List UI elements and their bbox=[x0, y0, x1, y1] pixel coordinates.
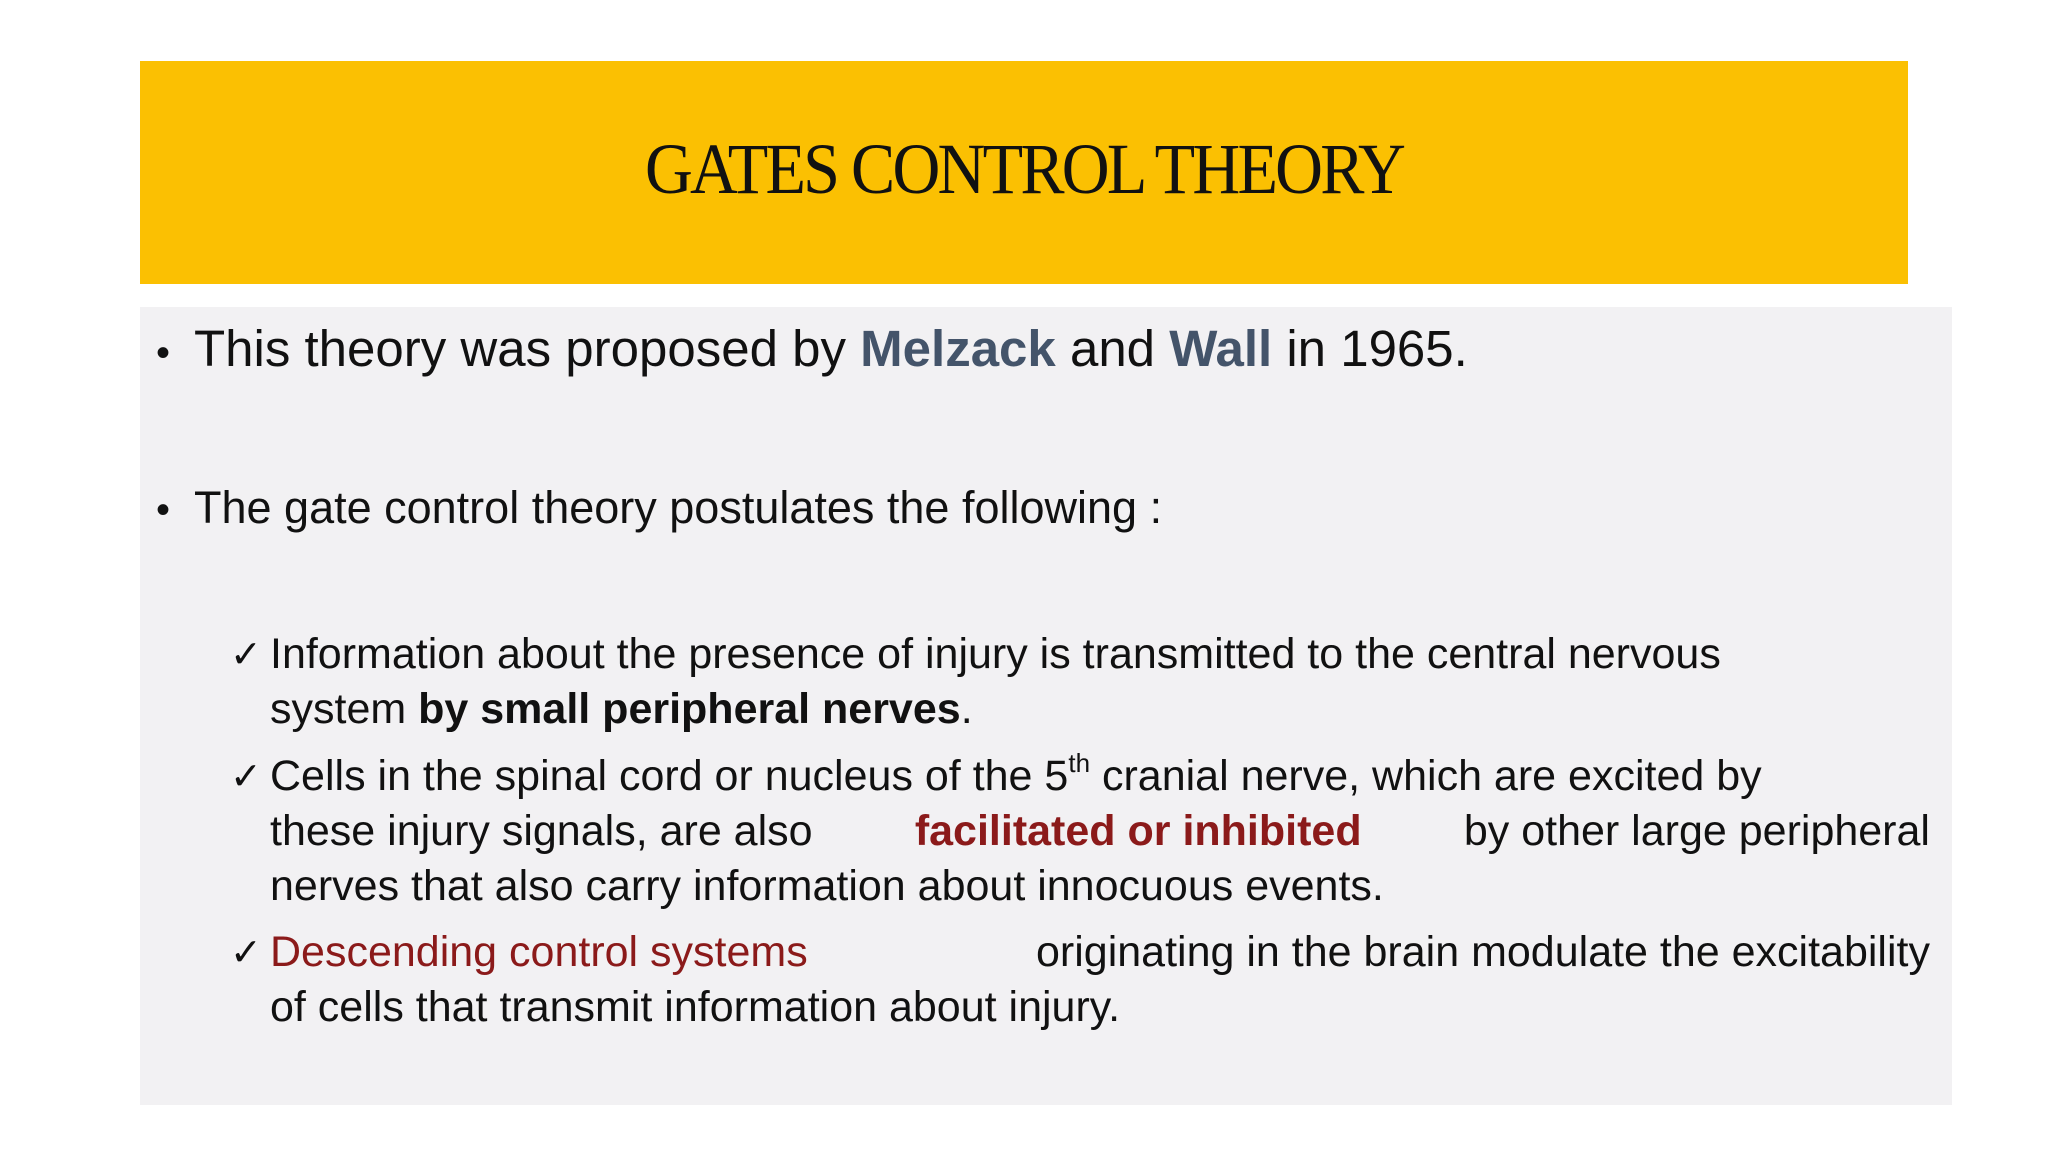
bullet-proposal bbox=[156, 319, 1468, 378]
postulate-line: system by small peripheral nerves. bbox=[270, 685, 973, 733]
postulate-line: nerves that also carry information about innocuous events. bbox=[270, 862, 1384, 910]
postulate-line: Information about the presence of injury is transmitted to the central nervous bbox=[270, 630, 1721, 678]
postulate-item-1 bbox=[230, 627, 1930, 737]
bullet-marker: • bbox=[156, 331, 171, 375]
highlight-text: facilitated or inhibited bbox=[914, 807, 1362, 855]
content-area bbox=[140, 307, 1952, 1105]
postulate-line: Descending control systems originating in the brain modulate the excitability bbox=[270, 925, 1930, 980]
bullet-text: The gate control theory postulates the following : bbox=[194, 482, 1163, 533]
author-name-wall: Wall bbox=[1169, 320, 1273, 377]
postulate-line: these injury signals, are also facilitated or inhibited by other large peripheral bbox=[270, 804, 1930, 859]
postulate-item-2 bbox=[230, 748, 1930, 914]
highlight-text: Descending control systems bbox=[270, 928, 808, 976]
bullet-text: This theory was proposed by bbox=[194, 320, 846, 377]
postulate-item-3 bbox=[230, 925, 1930, 1035]
emphasis-text: by small peripheral nerves bbox=[418, 685, 961, 733]
bullet-text: in 1965. bbox=[1286, 320, 1468, 377]
bullet-postulates bbox=[156, 482, 1162, 534]
author-name-melzack: Melzack bbox=[860, 320, 1056, 377]
checkmark-icon: ✓ bbox=[230, 632, 262, 676]
slide-title: GATES CONTROL THEORY bbox=[644, 129, 1404, 209]
bullet-text: and bbox=[1069, 320, 1156, 377]
postulate-line: Cells in the spinal cord or nucleus of the 5th cranial nerve, which are excited by bbox=[270, 748, 1762, 800]
title-banner bbox=[140, 61, 1908, 284]
checkmark-icon: ✓ bbox=[230, 930, 262, 974]
bullet-marker: • bbox=[156, 488, 171, 532]
postulate-line: of cells that transmit information about injury. bbox=[270, 983, 1121, 1031]
superscript: th bbox=[1068, 748, 1091, 778]
checkmark-icon: ✓ bbox=[230, 754, 262, 798]
